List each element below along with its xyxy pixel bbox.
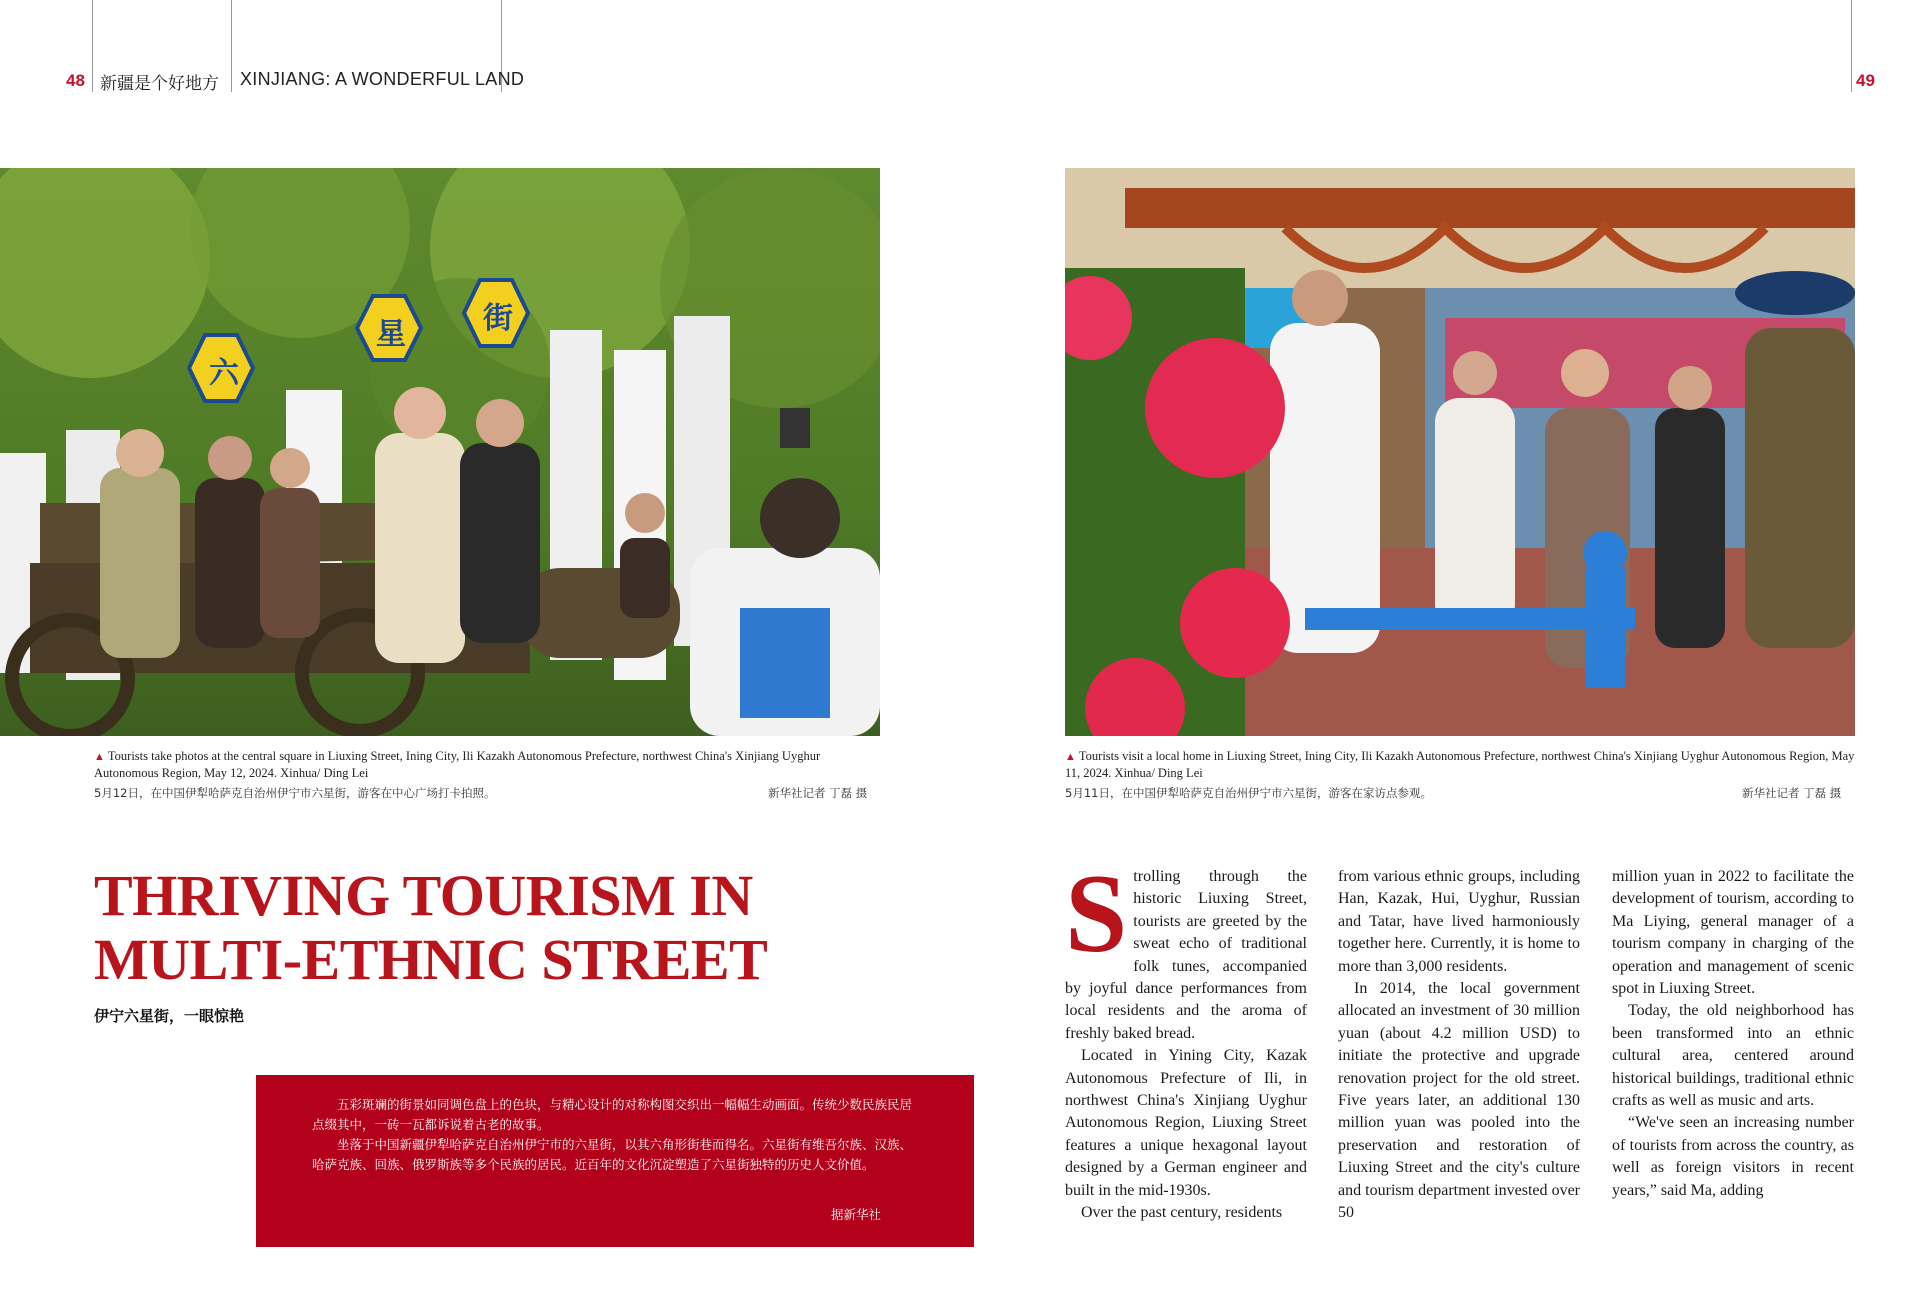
body-paragraph: Located in Yining City, Kazak Autonomous Prefecture of Ili, in northwest China's Xinjiang Uyghur Autonomous Region, Liuxing Street features a unique hexagonal layout designed by a German engineer and built in the mid-1930s.: [1065, 1047, 1307, 1199]
photo-tourists-central-square: [0, 168, 880, 736]
section-title-en: XINJIANG: A WONDERFUL LAND: [240, 69, 525, 89]
article-column-2: [1338, 866, 1580, 1225]
header-divider-left: [92, 0, 93, 92]
drop-cap: S: [1065, 852, 1128, 976]
body-paragraph: from various ethnic groups, including Han, Kazak, Hui, Uyghur, Russian and Tatar, have lived harmoniously together here. Currently, it is home to more than 3,000 residents.: [1338, 868, 1580, 975]
photo-tourists-local-home: [1065, 168, 1855, 736]
caption-bullet-icon: ▲: [1065, 751, 1076, 763]
sign-char-liu: 六: [209, 356, 239, 391]
intro-paragraph-1: 五彩斑斓的街景如同调色盘上的色块，与精心设计的对称构图交织出一幅幅生动画面。传统少数民族民居点缀其中，一砖一瓦都诉说着古老的故事。: [312, 1097, 913, 1132]
body-paragraph: Today, the old neighborhood has been transformed into an ethnic cultural area, centered around historical buildings, traditional ethnic crafts as well as music and arts.: [1612, 1002, 1854, 1110]
article-subtitle-zh: 伊宁六星街，一眼惊艳: [94, 1007, 245, 1025]
page-number-right: 49: [1856, 71, 1875, 90]
body-paragraph: “We've seen an increasing number of tourists from across the country, as well as foreign visitors in recent years,” said Ma, adding: [1612, 1114, 1854, 1199]
intro-box-zh: [256, 1075, 974, 1247]
body-paragraph: million yuan in 2022 to facilitate the development of tourism, according to Ma Liying, general manager of a tourism company in charging of the operation and management of scenic spot in Liuxing Street.: [1612, 868, 1854, 998]
intro-paragraph-2: 坐落于中国新疆伊犁哈萨克自治州伊宁市的六星街，以其六角形街巷而得名。六星街有维吾尔族、汉族、哈萨克族、回族、俄罗斯族等多个民族的居民。近百年的文化沉淀塑造了六星街独特的历史人文价值。: [312, 1137, 913, 1172]
header-divider-right: [1851, 0, 1852, 92]
body-paragraph: In 2014, the local government allocated an investment of 30 million yuan (about 4.2 million USD) to initiate the protective and upgrade renovation project for the old street. Five years later, an additional 130 million yuan was pooled into the preservation and restoration of Liuxing Street and the city's culture and tourism department invested over 50: [1338, 980, 1580, 1222]
photo-credit-right: 新华社记者 丁磊 摄: [1742, 786, 1842, 800]
article-title-line1: THRIVING TOURISM IN: [94, 863, 753, 928]
header-divider-mid: [231, 0, 232, 92]
photo-credit-left: 新华社记者 丁磊 摄: [768, 786, 868, 800]
photo-caption-left: ▲ Tourists take photos at the central square in Liuxing Street, Ining City, Ili Kazakh Autonomous Prefecture, northwest China's Xinjiang Uyghur Autonomous Region, May 12, 2024. Xinhua/ Ding Lei: [94, 749, 821, 780]
body-paragraph: trolling through the historic Liuxing Street, tourists are greeted by the sweat echo of traditional folk tunes, accompanied by joyful dance performances from local residents and the aroma of freshly baked bread.: [1065, 868, 1307, 1042]
article-column-1: [1065, 852, 1307, 1225]
caption-bullet-icon: ▲: [94, 751, 105, 763]
sign-char-xing: 星: [376, 317, 406, 352]
body-paragraph: Over the past century, residents: [1081, 1204, 1283, 1222]
article-title-line2: MULTI-ETHNIC STREET: [94, 927, 768, 992]
page-number-left: 48: [66, 71, 85, 90]
article-column-3: [1612, 866, 1854, 1202]
sign-char-jie: 街: [483, 301, 513, 336]
photo-caption-right: ▲ Tourists visit a local home in Liuxing Street, Ining City, Ili Kazakh Autonomous Prefecture, northwest China's Xinjiang Uyghur Autonomous Region, May 11, 2024. Xinhua/ Ding Lei: [1065, 749, 1855, 780]
article-title: [94, 864, 794, 992]
photo-caption-left-zh: 5月12日，在中国伊犁哈萨克自治州伊宁市六星街，游客在中心广场打卡拍照。: [94, 786, 496, 800]
photo-caption-right-zh: 5月11日，在中国伊犁哈萨克自治州伊宁市六星街，游客在家访点参观。: [1065, 786, 1432, 800]
intro-source: 据新华社: [830, 1207, 881, 1222]
section-title-zh: 新疆是个好地方: [100, 74, 219, 94]
